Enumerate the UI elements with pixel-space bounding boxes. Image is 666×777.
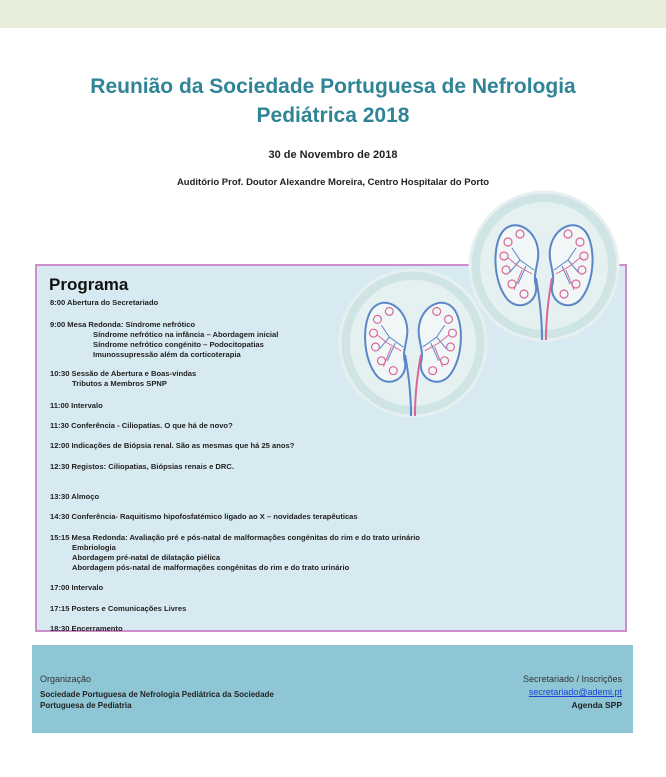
program-line: 14:30 Conferência- Raquitismo hipofosfatémico ligado ao X – novidades terapêuticas	[50, 512, 358, 521]
page-title	[0, 72, 666, 130]
program-line: 8:00 Abertura do Secretariado	[50, 298, 159, 307]
top-band	[0, 0, 666, 28]
secretariat-label: Secretariado / Inscrições	[522, 674, 622, 684]
agenda-label: Agenda SPP	[571, 700, 622, 710]
organization-name: Sociedade Portuguesa de Nefrologia Pediátrica da Sociedade Portuguesa de Pediatria	[40, 690, 274, 710]
program-line: Abordagem pós-natal de malformações congénitas do rim e do trato urinário	[72, 563, 350, 572]
program-line: Embriologia	[72, 543, 116, 552]
program-line: 9:00 Mesa Redonda: Síndrome nefrótico	[50, 320, 196, 329]
program-line: Síndrome nefrótico na infância – Abordagem inicial	[93, 330, 279, 339]
program-line: 13:30 Almoço	[50, 492, 100, 501]
secretariat-email-link[interactable]: secretariado@ademi.pt	[528, 687, 622, 697]
kidney-illustration-left	[338, 268, 488, 418]
program-line: 17:00 Intervalo	[50, 583, 104, 592]
program-line: 15:15 Mesa Redonda: Avaliação pré e pós-natal de malformações congénitas do rim e do trato urinário	[50, 533, 420, 542]
program-line: 12:30 Registos: Ciliopatias, Biópsias renais e DRC.	[50, 462, 234, 471]
program-line: 10:30 Sessão de Abertura e Boas-vindas	[50, 369, 197, 378]
program-line: Tributos a Membros SPNP	[72, 379, 167, 388]
program-line: Síndrome nefrótico congénito – Podocitopatias	[93, 340, 264, 349]
kidney-illustration-right	[468, 190, 620, 342]
program-heading: Programa	[49, 275, 129, 294]
program-line: 18:30 Encerramento	[50, 624, 123, 633]
event-venue: Auditório Prof. Doutor Alexandre Moreira, Centro Hospitalar do Porto	[176, 177, 490, 188]
program-line: Imunossupressão além da corticoterapia	[93, 350, 241, 359]
title-line-2: Pediátrica 2018	[256, 104, 410, 127]
program-line: 17:15 Posters e Comunicações Livres	[50, 604, 187, 613]
title-line-1: Reunião da Sociedade Portuguesa de Nefrologia	[90, 75, 576, 98]
program-line: 11:30 Conferência - Ciliopatias. O que há de novo?	[50, 421, 233, 430]
program-line: Abordagem pré-natal de dilatação piélica	[72, 553, 221, 562]
program-line: 12:00 Indicações de Biópsia renal. São as mesmas que há 25 anos?	[50, 441, 295, 450]
organization-label: Organização	[40, 674, 92, 684]
program-line: 11:00 Intervalo	[50, 401, 103, 410]
event-date: 30 de Novembro de 2018	[268, 149, 398, 161]
